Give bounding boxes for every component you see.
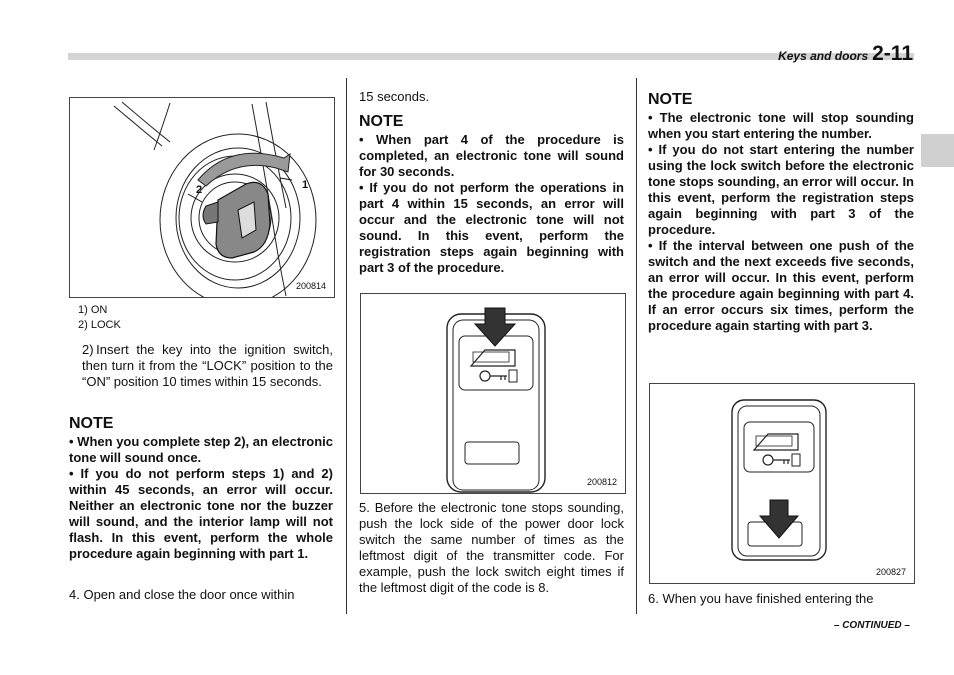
step-2-text: 2) Insert the key into the ignition switch, then turn it from the “LOCK” position to the “ON” position 10 times within 15 seconds. <box>82 342 333 389</box>
figure-legend <box>78 303 333 333</box>
note-bullet: • If you do not perform steps 1) and 2) within 45 seconds, an error will occur. Neither an electronic tone nor the buzzer will sound, and the interior lamp will not flash. In this event, perform the whole procedure again beginning with part 1. <box>69 466 333 561</box>
callout-2: 2 <box>196 184 203 196</box>
note-bullet: • If the interval between one push of the switch and the next exceeds five seconds, an error will occur. In this event, perform the procedure again beginning with part 4. If an error occurs six times, perform the procedure again starting with part 3. <box>648 238 914 333</box>
ignition-key-figure <box>69 97 335 298</box>
legend-item: 1) ON <box>78 304 108 316</box>
note-title: NOTE <box>69 415 114 432</box>
figure-number: 200827 <box>875 567 906 577</box>
callout-1: 1 <box>302 179 309 191</box>
note-block-1 <box>69 414 333 562</box>
note-bullet: • If you do not start entering the number using the lock switch before the electronic tone stops sounding, an error will occur. In this event, perform the registration steps again beginning with part 3 of the procedure. <box>648 142 914 237</box>
note-bullet: • The electronic tone will stop sounding when you start entering the number. <box>648 110 914 141</box>
col2-intro: 15 seconds. <box>359 89 430 104</box>
section-title: Keys and doors <box>778 49 869 63</box>
note-block-3 <box>648 90 914 334</box>
note-bullet: • When you complete step 2), an electronic tone will sound once. <box>69 434 333 465</box>
running-header <box>778 42 913 66</box>
lock-switch-figure-2 <box>649 383 915 584</box>
section-tab <box>921 134 954 167</box>
figure-number: 200812 <box>586 477 617 487</box>
step-5-text: 5. Before the electronic tone stops sounding, push the lock side of the power door lock switch the same number of times as the leftmost digit of the transmitter code. For example, push the lock switch eight times if the leftmost digit of the code is 8. <box>359 500 624 595</box>
column-divider-1 <box>346 78 347 614</box>
step-4-text: 4. Open and close the door once within <box>69 587 295 602</box>
note-title: NOTE <box>648 91 693 108</box>
lock-switch-figure-1 <box>360 293 626 494</box>
figure-number: 200814 <box>295 281 326 291</box>
column-divider-2 <box>636 78 637 614</box>
note-bullet: • When part 4 of the procedure is completed, an electronic tone will sound for 30 seconds. <box>359 132 624 179</box>
note-title: NOTE <box>359 113 404 130</box>
step-6-text: 6. When you have finished entering the <box>648 591 874 606</box>
page-number: 2-11 <box>872 42 913 65</box>
note-block-2 <box>359 112 624 276</box>
lock-switch-illustration-1 <box>361 294 625 493</box>
ignition-key-illustration <box>70 98 334 297</box>
continued-label: – CONTINUED – <box>833 620 910 631</box>
note-bullet: • If you do not perform the operations in part 4 within 15 seconds, an error will occur and the electronic tone will not sound. In this event, perform the registration steps again beginning with part 3 of the procedure. <box>359 180 624 275</box>
legend-item: 2) LOCK <box>78 319 121 331</box>
lock-switch-illustration-2 <box>650 384 914 583</box>
